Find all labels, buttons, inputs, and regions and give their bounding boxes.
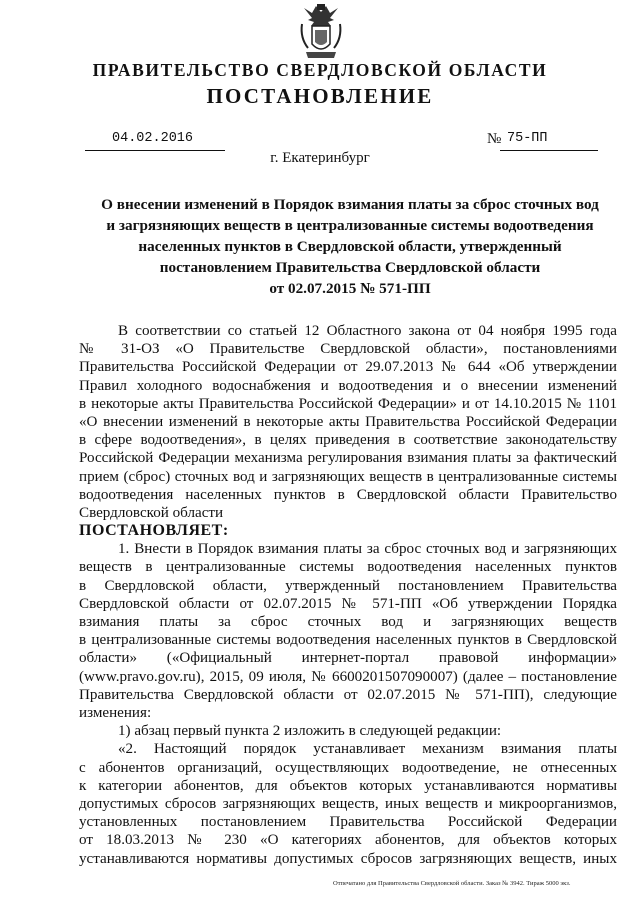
body-line: водоотведения населенных пунктов в Свердловской области Правительство [79, 486, 617, 503]
body-line: 1) абзац первый пункта 2 изложить в следующей редакции: [118, 723, 502, 740]
document-date: 04.02.2016 [112, 131, 194, 146]
body-line: веществ в централизованные системы водоотведения населенных пунктов [79, 559, 617, 576]
city: г. Екатеринбург [270, 150, 370, 166]
body-line: Правительства Свердловской области от 02.07.2015 № 571-ПП), следующие [79, 686, 617, 703]
body-line: В соответствии со статьей 12 Областного закона от 04 ноября 1995 года [118, 323, 617, 339]
document-body [79, 322, 617, 868]
body-line: Свердловской области от 02.07.2015 № 571-ПП «Об утверждении Порядка [79, 595, 617, 612]
title-line: постановлением Правительства Свердловской области [159, 259, 541, 276]
body-line: взимания платы за сброс сточных вод и загрязняющих веществ [79, 614, 617, 631]
title-line: О внесении изменений в Порядок взимания платы за сброс сточных вод [101, 196, 599, 213]
number-sign: № [487, 131, 502, 147]
document-type: ПОСТАНОВЛЕНИЕ [206, 84, 434, 108]
body-line: № 31-ОЗ «О Правительстве Свердловской области», постановлениями [79, 341, 617, 358]
body-line: от 18.03.2013 № 230 «О категориях абонентов, для объектов которых [79, 832, 617, 849]
body-line: в Свердловской области, утвержденный постановлением Правительства [79, 577, 617, 594]
title-line: населенных пунктов в Свердловской области, утвержденный [138, 238, 562, 255]
document-number: 75-ПП [507, 131, 548, 146]
body-line: в централизованные системы водоотведения населенных пунктов в Свердловской [79, 632, 617, 649]
body-line: 1. Внести в Порядок взимания платы за сброс сточных вод и загрязняющих [118, 541, 617, 558]
document-title [85, 194, 615, 299]
body-line: установленных постановлением Правительства Российской Федерации [79, 814, 617, 831]
body-line: к категории абонентов, для объектов которых устанавливаются нормативы [79, 777, 617, 794]
government-name: ПРАВИТЕЛЬСТВО СВЕРДЛОВСКОЙ ОБЛАСТИ [92, 60, 548, 80]
coat-of-arms-icon [298, 2, 344, 60]
body-line: прием (сброс) сточных вод и загрязняющих веществ в централизованные системы [79, 468, 617, 485]
body-line: Правил холодного водоснабжения и водоотведения и о внесении изменений [79, 377, 617, 394]
body-line: допустимых сбросов загрязняющих веществ, иных веществ и микроорганизмов, [79, 796, 617, 813]
body-line: изменения: [79, 705, 152, 722]
body-line: области» («Официальный интернет-портал правовой информации» [79, 650, 617, 667]
body-line: с абонентов организаций, осуществляющих водоотведение, не отнесенных [79, 759, 617, 776]
title-line: и загрязняющих веществ в централизованные системы водоотведения [106, 217, 594, 234]
print-footer: Отпечатано для Правительства Свердловской области. Заказ № 3942. Тираж 5000 экз. [333, 880, 571, 887]
body-line: «2. Настоящий порядок устанавливает механизм взимания платы [118, 741, 617, 758]
decree-word: ПОСТАНОВЛЯЕТ: [79, 522, 229, 540]
body-line: (www.pravo.gov.ru), 2015, 09 июля, № 6600201507090007) (далее – постановление [79, 668, 617, 685]
body-line: «О внесении изменений в некоторые акты Правительства Российской Федерации [79, 414, 617, 431]
body-line: Правительства Российской Федерации от 29.07.2013 № 644 «Об утверждении [79, 359, 617, 376]
body-line: в некоторые акты Правительства Российской Федерации» и от 14.10.2015 № 1101 [79, 395, 617, 412]
body-line: устанавливаются нормативы допустимых сбросов загрязняющих веществ, иных [79, 850, 617, 867]
body-line: в сфере водоотведения», в целях приведения в соответствие законодательству [79, 432, 617, 449]
body-line: Российской Федерации механизма регулирования взимания платы за фактический [79, 450, 617, 467]
body-line: Свердловской области [79, 505, 224, 522]
title-line: от 02.07.2015 № 571-ПП [269, 280, 431, 297]
